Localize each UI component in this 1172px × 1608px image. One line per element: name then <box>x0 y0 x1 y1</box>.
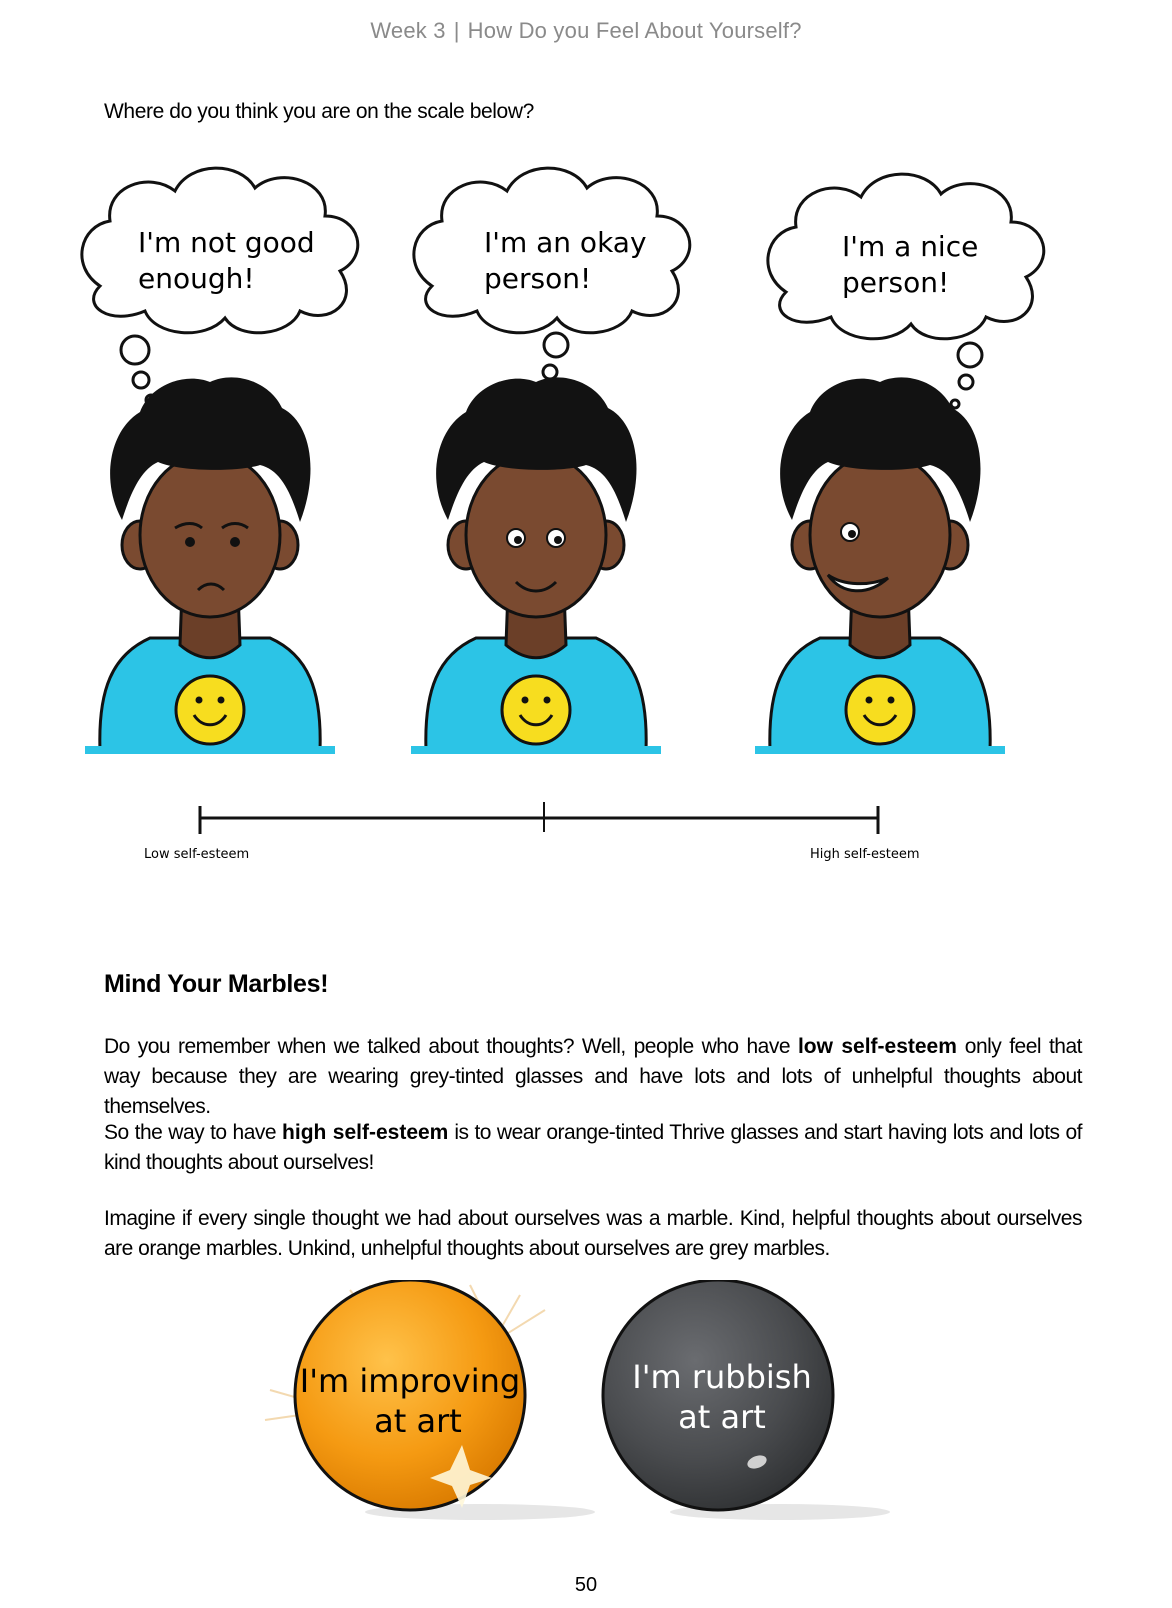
thought-cloud-high <box>768 174 1044 408</box>
grey-marble-line1: I'm rubbish <box>632 1358 812 1396</box>
header-separator: | <box>453 18 460 43</box>
paragraph-3: Imagine if every single thought we had about ourselves was a marble. Kind, helpful thoughts about ourselves are orange marbles. Unkind, unhelpful thoughts about ourselves are grey marbles. <box>104 1207 1082 1260</box>
self-esteem-scale <box>144 802 919 862</box>
thought-high-line2: person! <box>842 266 950 299</box>
kid-neutral <box>411 377 661 750</box>
grey-marble-line2: at art <box>678 1398 766 1436</box>
thought-okay-line1: I'm an okay <box>484 226 647 259</box>
scale-high-label: High self-esteem <box>810 847 920 862</box>
page-number: 50 <box>574 1574 598 1596</box>
section-title: Mind Your Marbles! <box>104 970 329 998</box>
p1-bold: low self-esteem <box>797 1035 957 1058</box>
thought-okay-line2: person! <box>484 262 592 295</box>
header-week: Week 3 <box>370 18 446 43</box>
p1-text-a: Do you remember when we talked about thoughts? Well, people who have <box>104 1035 798 1058</box>
scale-question: Where do you think you are on the scale below? <box>104 100 534 123</box>
p2-text-a: So the way to have <box>104 1121 283 1144</box>
paragraph-2 <box>104 1118 1082 1178</box>
p1-text-c: only feel that way because they are wearing grey-tinted glasses and have lots and lots of unhelpful thoughts about themselves. <box>104 1035 1082 1118</box>
header-title: How Do you Feel About Yourself? <box>467 18 802 43</box>
p2-text-c: is to wear orange-tinted Thrive glasses and start having lots and lots of kind thoughts about ourselves! <box>104 1121 1083 1174</box>
orange-marble <box>295 1280 525 1510</box>
p2-bold: high self-esteem <box>282 1121 449 1144</box>
thought-cloud-low <box>82 168 358 405</box>
thought-high-line1: I'm a nice <box>842 230 979 263</box>
orange-marble-line2: at art <box>374 1402 462 1440</box>
paragraph-1 <box>104 1032 1082 1122</box>
marbles-illustration <box>0 1280 1172 1570</box>
thought-cloud-okay <box>414 168 690 396</box>
page-header <box>0 18 1172 44</box>
thought-low-line2: enough! <box>138 262 255 295</box>
grey-marble <box>603 1280 833 1510</box>
kid-sad <box>85 377 335 750</box>
self-esteem-illustration <box>0 150 1172 890</box>
thought-low-line1: I'm not good <box>138 226 315 259</box>
kid-happy <box>755 377 1005 750</box>
orange-marble-line1: I'm improving <box>299 1362 521 1400</box>
scale-low-label: Low self-esteem <box>144 847 250 862</box>
